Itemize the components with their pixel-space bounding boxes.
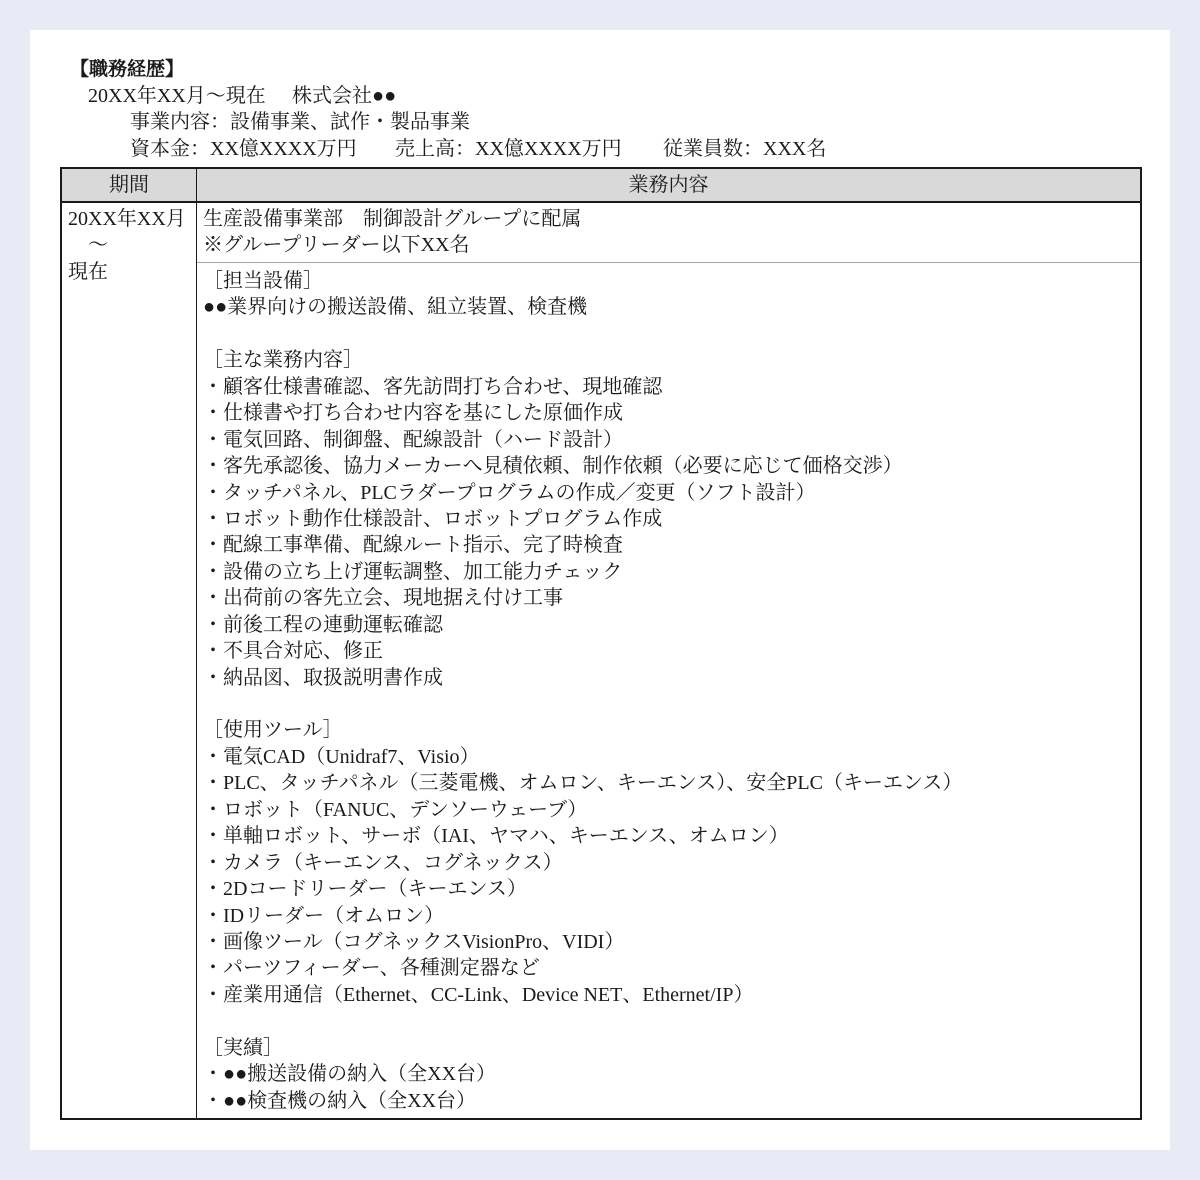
company-employees: 従業員数：XXX名 [663,138,827,160]
list-item: ・産業用通信（Ethernet、CC-Link、Device NET、Ethernet/IP） [203,983,754,1006]
section-title: 【職務経歴】 [70,59,185,80]
table-header-row [62,169,1140,203]
list-item: ・設備の立ち上げ運転調整、加工能力チェック [203,560,623,583]
list-item: ・●●搬送設備の納入（全XX台） [203,1063,497,1086]
section-tools [203,717,1140,1008]
business-description: 事業内容：設備事業、試作・製品事業 [130,111,470,133]
list-item: ・配線工事準備、配線ルート指示、完了時検査 [203,534,623,557]
section-main-duties [203,347,1140,691]
list-item: ・電気CAD（Unidraf7、Visio） [203,745,480,768]
list-item: ・画像ツール（コグネックスVisionPro、VIDI） [203,930,625,953]
header-period: 期間 [62,169,197,201]
list-item: ・ロボット（FANUC、デンソーウェーブ） [203,798,588,821]
list-item: ・前後工程の連動運転確認 [203,613,443,636]
section-equipment [203,268,1140,321]
list-item: ・単軸ロボット、サーボ（IAI、ヤマハ、キーエンス、オムロン） [203,825,789,848]
period-separator: ～ [88,234,108,257]
list-item: ・電気回路、制御盤、配線設計（ハード設計） [203,428,623,451]
work-history-table [60,167,1142,1120]
period-from: 20XX年XX月 [68,208,186,230]
employment-period: 20XX年XX月～現在 [88,85,266,107]
list-item: ・出荷前の客先立会、現地据え付け工事 [203,587,563,610]
list-item: ・パーツフィーダー、各種測定器など [203,957,540,980]
list-item: ・仕様書や打ち合わせ内容を基にした原価作成 [203,402,623,425]
list-item: ・2Dコードリーダー（キーエンス） [203,878,527,901]
company-sales: 売上高：XX億XXXX万円 [395,138,622,160]
list-item: ・ロボット動作仕様設計、ロボットプログラム作成 [203,507,663,530]
header-duties: 業務内容 [628,174,709,196]
section-heading: ［主な業務内容］ [203,349,363,372]
list-item: ・客先承認後、協力メーカーへ見積依頼、制作依頼（必要に応じて価格交渉） [203,455,903,478]
company-capital: 資本金：XX億XXXX万円 [130,138,357,160]
list-item: ・タッチパネル、PLCラダープログラムの作成／変更（ソフト設計） [203,481,816,504]
list-item: ・IDリーダー（オムロン） [203,904,445,927]
section-heading: ［実績］ [203,1036,283,1059]
period-cell [62,203,197,1118]
duties-details [197,263,1140,1114]
assignment-block [197,203,1140,263]
list-item: ・顧客仕様書確認、客先訪問打ち合わせ、現地確認 [203,375,663,398]
assignment-department: 生産設備事業部 制御設計グループに配属 [203,208,582,230]
section-heading: ［使用ツール］ [203,719,343,742]
list-item: ・不具合対応、修正 [203,640,383,663]
assignment-note: ※グループリーダー以下XX名 [203,234,470,257]
list-item: ・●●検査機の納入（全XX台） [203,1089,477,1112]
document-sheet [30,30,1170,1150]
list-item: ・PLC、タッチパネル（三菱電機、オムロン、キーエンス）、安全PLC（キーエンス） [203,772,963,795]
period-to: 現在 [68,260,108,283]
list-item: ・カメラ（キーエンス、コグネックス） [203,851,563,874]
company-name: 株式会社●● [292,85,397,107]
list-item: ・納品図、取扱説明書作成 [203,666,443,689]
section-heading: ［担当設備］ [203,270,323,292]
duties-cell [197,203,1140,1118]
list-item: ●●業界向けの搬送設備、組立装置、検査機 [203,296,588,319]
section-achievements [203,1035,1140,1114]
table-body-row [62,203,1140,1118]
